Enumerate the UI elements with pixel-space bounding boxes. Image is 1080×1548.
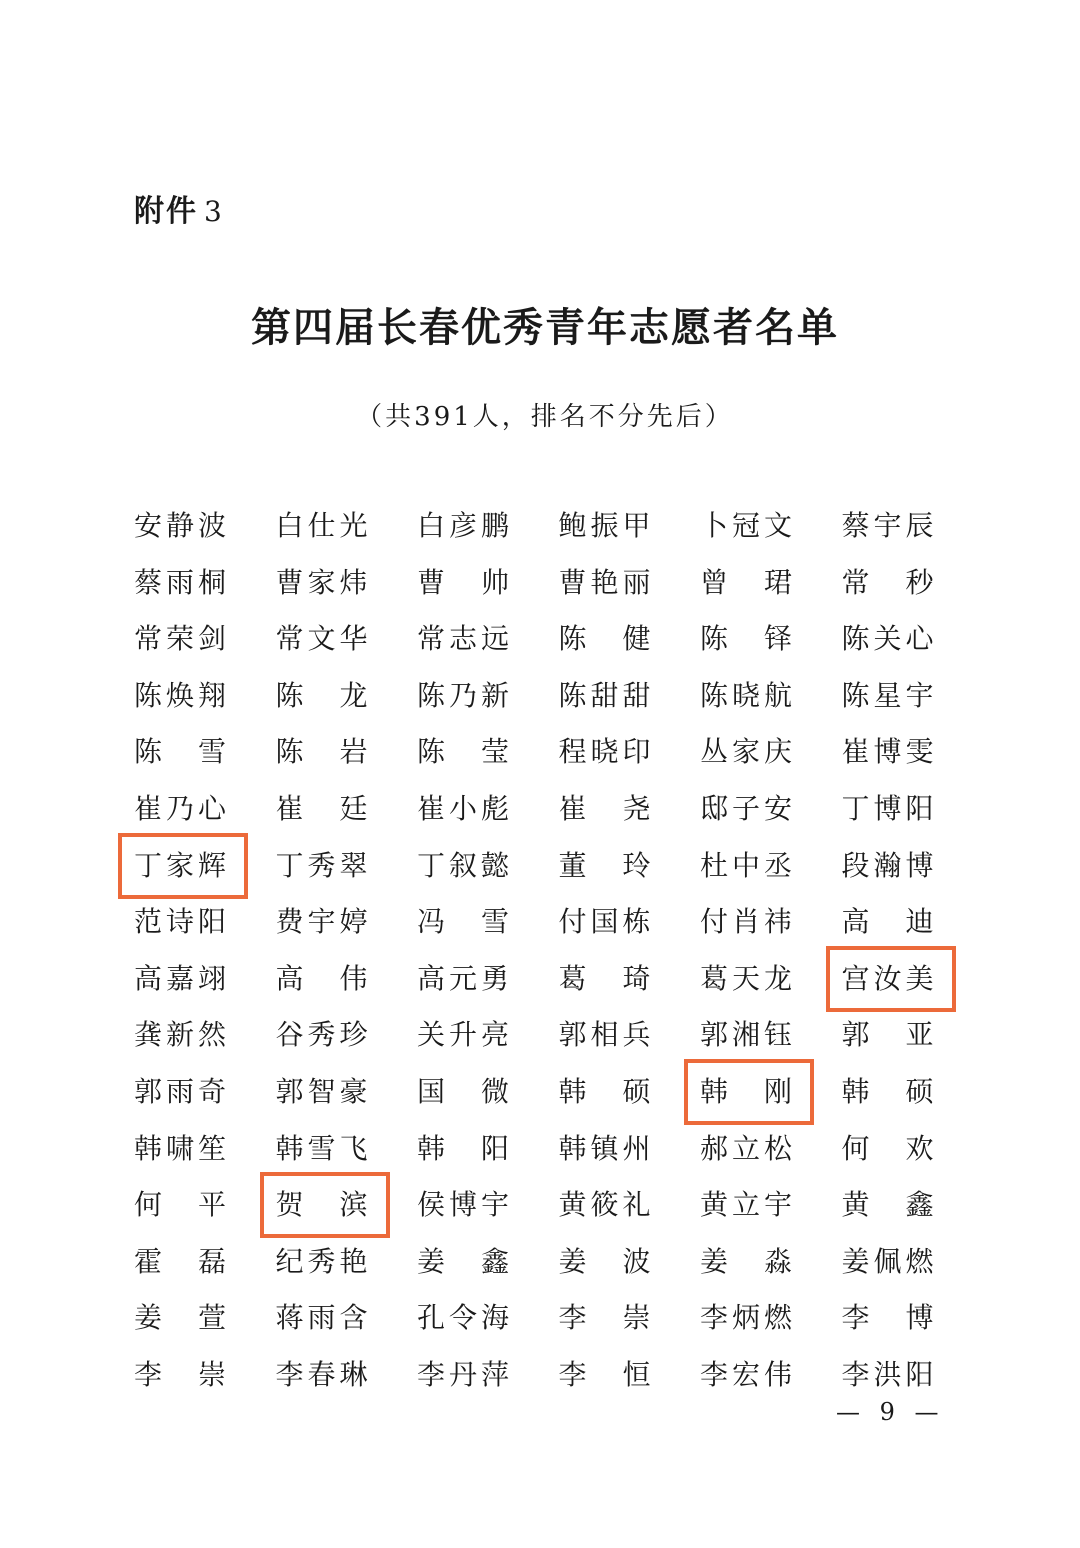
- name-entry: 陈 健: [558, 622, 651, 656]
- name-entry: 陈 焕 翔: [134, 678, 226, 712]
- name-entry: 蔡 宇 辰: [841, 509, 934, 542]
- name-entry: 韩 啸 笙: [134, 1131, 226, 1165]
- name-entry: 姜 波: [558, 1244, 651, 1278]
- name-entry: 韩 镇 州: [558, 1131, 651, 1165]
- name-entry: 郭 亚: [841, 1018, 934, 1052]
- name-entry: 范 诗 阳: [134, 905, 226, 939]
- name-entry: 曾 珺: [700, 565, 792, 599]
- page-title: 第四届长春优秀青年志愿者名单: [251, 304, 839, 351]
- name-entry: 姜 佩 燃: [841, 1244, 934, 1278]
- name-entry: 冯 雪: [417, 905, 509, 939]
- name-entry: 崔 廷: [275, 791, 368, 825]
- name-entry: 丁 博 阳: [841, 791, 934, 825]
- name-entry: 姜 淼: [700, 1244, 792, 1278]
- name-entry: 鲍 振 甲: [558, 509, 651, 542]
- name-entry: 陈 雪: [134, 735, 226, 769]
- name-entry: 高 嘉 翊: [134, 961, 226, 995]
- name-entry: 李 宏 伟: [700, 1357, 792, 1391]
- name-entry: 常 荣 剑: [134, 622, 226, 656]
- name-entry: 韩 阳: [417, 1131, 509, 1165]
- name-entry: 白 仕 光: [275, 509, 368, 542]
- name-entry: 曹 家 炜: [275, 565, 368, 599]
- name-entry: 葛 琦: [558, 961, 651, 995]
- name-entry: 侯 博 宇: [417, 1188, 509, 1222]
- name-entry: 杜 中 丞: [700, 848, 792, 882]
- name-entry: 李 炳 燃: [700, 1301, 792, 1335]
- name-entry: 高 迪: [841, 905, 934, 939]
- name-entry: 龚 新 然: [134, 1018, 226, 1052]
- name-entry: 韩 硕: [558, 1074, 651, 1108]
- name-entry: 黄 筱 礼: [558, 1188, 651, 1222]
- name-entry: 丁 叙 懿: [417, 848, 509, 882]
- attachment-number: 3: [204, 195, 224, 228]
- name-entry: 葛 天 龙: [700, 961, 792, 995]
- name-entry: 郭 湘 钰: [700, 1018, 792, 1052]
- name-entry: 李 博: [841, 1301, 934, 1335]
- name-entry: 郭 智 豪: [275, 1074, 368, 1108]
- name-entry: 陈 龙: [275, 678, 368, 712]
- highlighted-name-entry: 贺 滨: [276, 1177, 368, 1234]
- attachment-label: [134, 186, 224, 230]
- name-entry: 蔡 雨 桐: [134, 565, 226, 599]
- name-entry: 邸 子 安: [700, 791, 792, 825]
- name-entry: 高 伟: [275, 961, 368, 995]
- name-entry: 李 恒: [558, 1357, 651, 1391]
- name-entry: 丛 家 庆: [700, 735, 792, 769]
- name-entry: 费 宇 婷: [275, 905, 368, 939]
- name-entry: 董 玲: [558, 848, 651, 882]
- name-entry: 陈 铎: [700, 622, 792, 656]
- name-entry: 姜 鑫: [417, 1244, 509, 1278]
- name-entry: 李 崇: [134, 1357, 226, 1391]
- name-entry: 常 秒: [841, 565, 934, 599]
- name-entry: 关 升 亮: [417, 1018, 509, 1052]
- highlighted-name-entry: 丁 家 辉: [134, 838, 226, 895]
- name-entry: 陈 关 心: [841, 622, 934, 656]
- name-entry: 付 国 栋: [558, 905, 651, 939]
- name-entry: 陈 乃 新: [417, 678, 509, 712]
- name-entry: 崔 乃 心: [134, 791, 226, 825]
- name-entry: 蒋 雨 含: [275, 1301, 368, 1335]
- name-entry: 谷 秀 珍: [275, 1018, 368, 1052]
- name-entry: 李 春 琳: [275, 1357, 368, 1391]
- name-entry: 李 洪 阳: [841, 1357, 934, 1391]
- highlighted-name-entry: 宫 汝 美: [842, 951, 934, 1008]
- page-number: — 9 —: [836, 1398, 945, 1426]
- name-entry: 安 静 波: [134, 509, 226, 542]
- name-entry: 陈 莹: [417, 735, 509, 769]
- highlighted-name-entry: 韩 刚: [700, 1064, 792, 1121]
- name-list: [134, 498, 964, 1404]
- name-entry: 陈 岩: [275, 735, 368, 769]
- name-entry: 白 彦 鹏: [417, 509, 509, 542]
- name-entry: 崔 小 彪: [417, 791, 509, 825]
- name-entry: 常 文 华: [275, 622, 368, 656]
- name-entry: 陈 星 宇: [841, 678, 934, 712]
- name-entry: 国 微: [417, 1074, 509, 1108]
- name-entry: 曹 艳 丽: [558, 565, 651, 599]
- name-entry: 郝 立 松: [700, 1131, 792, 1165]
- name-entry: 李 崇: [558, 1301, 651, 1335]
- name-entry: 黄 立 宇: [700, 1188, 792, 1222]
- name-entry: 何 欢: [841, 1131, 934, 1165]
- name-entry: 崔 博 雯: [841, 735, 934, 769]
- name-entry: 姜 萱: [134, 1301, 226, 1335]
- name-entry: 程 晓 印: [558, 735, 651, 769]
- name-entry: 付 肖 祎: [700, 905, 792, 939]
- name-entry: 韩 雪 飞: [275, 1131, 368, 1165]
- name-entry: 李 丹 萍: [417, 1357, 509, 1391]
- name-entry: 丁 秀 翠: [275, 848, 368, 882]
- name-entry: 郭 雨 奇: [134, 1074, 226, 1108]
- name-entry: 常 志 远: [417, 622, 509, 656]
- name-entry: 陈 晓 航: [700, 678, 792, 712]
- name-entry: 段 瀚 博: [841, 848, 934, 882]
- name-entry: 陈 甜 甜: [558, 678, 651, 712]
- name-entry: 何 平: [134, 1188, 226, 1222]
- name-entry: 郭 相 兵: [558, 1018, 651, 1052]
- name-entry: 黄 鑫: [841, 1188, 934, 1222]
- name-entry: 霍 磊: [134, 1244, 226, 1278]
- name-entry: 孔 令 海: [417, 1301, 509, 1335]
- attachment-text: 附件: [134, 194, 198, 229]
- name-entry: 崔 尧: [558, 791, 651, 825]
- name-entry: 纪 秀 艳: [275, 1244, 368, 1278]
- page-subtitle: （共391人，排名不分先后）: [356, 402, 734, 432]
- name-entry: 曹 帅: [417, 565, 509, 599]
- name-entry: 卜 冠 文: [700, 509, 792, 542]
- name-entry: 韩 硕: [841, 1074, 934, 1108]
- name-entry: 高 元 勇: [417, 961, 509, 995]
